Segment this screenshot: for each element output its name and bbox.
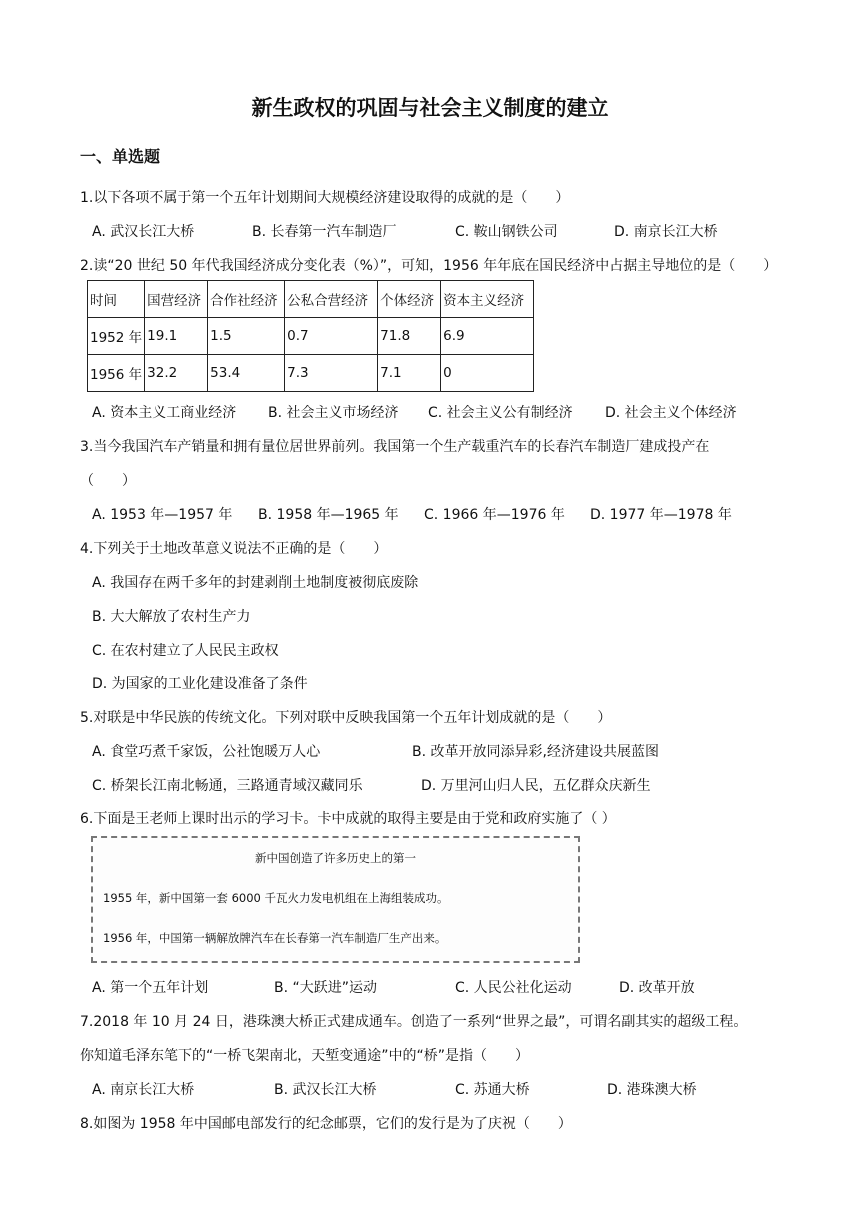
q3-option-a[interactable]: A. 1953 年—1957 年 <box>92 507 233 523</box>
table-cell: 7.3 <box>285 355 378 392</box>
table-row <box>88 318 534 355</box>
question-7-text: 7.2018 年 10 月 24 日，港珠澳大桥正式建成通车。创造了一系列“世界之最”，可谓名副其实的超级工程。 <box>80 1014 748 1030</box>
table-header-cell: 资本主义经济 <box>441 281 534 318</box>
q5-option-b[interactable]: B. 改革开放同添异彩,经济建设共展蓝图 <box>412 744 659 760</box>
table-header-cell: 时间 <box>88 281 145 318</box>
q7-option-b[interactable]: B. 武汉长江大桥 <box>274 1082 377 1098</box>
section-heading: 一、单选题 <box>80 147 161 166</box>
q4-option-c[interactable]: C. 在农村建立了人民民主政权 <box>92 643 279 659</box>
q4-option-a[interactable]: A. 我国存在两千多年的封建剥削土地制度被彻底废除 <box>92 575 419 591</box>
question-3-text: 3.当今我国汽车产销量和拥有量位居世界前列。我国第一个生产载重汽车的长春汽车制造厂建成投产在 <box>80 439 710 455</box>
table-cell: 6.9 <box>441 318 534 355</box>
table-cell: 53.4 <box>208 355 285 392</box>
table-header-cell: 个体经济 <box>378 281 441 318</box>
q2-option-a[interactable]: A. 资本主义工商业经济 <box>92 405 237 421</box>
question-1-text: 1.以下各项不属于第一个五年计划期间大规模经济建设取得的成就的是（ ） <box>80 190 570 206</box>
q5-option-c[interactable]: C. 桥架长江南北畅通，三路通青域汉藏同乐 <box>92 778 363 794</box>
table-cell: 32.2 <box>145 355 208 392</box>
q7-option-c[interactable]: C. 苏通大桥 <box>455 1082 530 1098</box>
q1-option-c[interactable]: C. 鞍山钢铁公司 <box>455 224 558 240</box>
q1-option-b[interactable]: B. 长春第一汽车制造厂 <box>252 224 397 240</box>
q5-option-d[interactable]: D. 万里河山归人民，五亿群众庆新生 <box>421 778 651 794</box>
q2-option-c[interactable]: C. 社会主义公有制经济 <box>428 405 573 421</box>
table-row <box>88 355 534 392</box>
table-header-cell: 公私合营经济 <box>285 281 378 318</box>
q2-option-d[interactable]: D. 社会主义个体经济 <box>605 405 737 421</box>
study-card <box>91 836 580 963</box>
study-card-line-2: 1956 年，中国第一辆解放牌汽车在长春第一汽车制造厂生产出来。 <box>103 931 447 945</box>
q5-option-a[interactable]: A. 食堂巧煮千家饭，公社饱暖万人心 <box>92 744 321 760</box>
q4-option-b[interactable]: B. 大大解放了农村生产力 <box>92 609 251 625</box>
question-3-text-cont: （ ） <box>80 473 136 489</box>
q4-option-d[interactable]: D. 为国家的工业化建设准备了条件 <box>92 676 308 692</box>
table-header-row <box>88 281 534 318</box>
question-7-text-cont: 你知道毛泽东笔下的“一桥飞架南北，天堑变通途”中的“桥”是指（ ） <box>80 1048 530 1064</box>
table-cell: 0 <box>441 355 534 392</box>
q3-option-b[interactable]: B. 1958 年—1965 年 <box>258 507 399 523</box>
q7-option-a[interactable]: A. 南京长江大桥 <box>92 1082 195 1098</box>
q6-option-a[interactable]: A. 第一个五年计划 <box>92 980 209 996</box>
table-cell: 1.5 <box>208 318 285 355</box>
table-cell: 1952 年 <box>88 318 145 355</box>
q1-option-d[interactable]: D. 南京长江大桥 <box>614 224 718 240</box>
page-title: 新生政权的巩固与社会主义制度的建立 <box>251 96 609 120</box>
q7-option-d[interactable]: D. 港珠澳大桥 <box>607 1082 697 1098</box>
question-4-text: 4.下列关于土地改革意义说法不正确的是（ ） <box>80 541 388 557</box>
table-cell: 19.1 <box>145 318 208 355</box>
question-2-text: 2.读“20 世纪 50 年代我国经济成分变化表（%）”，可知，1956 年年底在国民经济中占据主导地位的是（ ） <box>80 258 778 274</box>
table-header-cell: 国营经济 <box>145 281 208 318</box>
question-8-text: 8.如图为 1958 年中国邮电部发行的纪念邮票，它们的发行是为了庆祝（ ） <box>80 1116 572 1132</box>
table-cell: 7.1 <box>378 355 441 392</box>
q1-option-a[interactable]: A. 武汉长江大桥 <box>92 224 195 240</box>
question-6-text: 6.下面是王老师上课时出示的学习卡。卡中成就的取得主要是由于党和政府实施了（ ） <box>80 811 616 827</box>
study-card-line-1: 1955 年，新中国第一套 6000 千瓦火力发电机组在上海组装成功。 <box>103 891 449 905</box>
table-header-cell: 合作社经济 <box>208 281 285 318</box>
q6-option-b[interactable]: B. “大跃进”运动 <box>274 980 378 996</box>
study-card-title: 新中国创造了许多历史上的第一 <box>255 851 416 865</box>
q2-option-b[interactable]: B. 社会主义市场经济 <box>268 405 399 421</box>
q3-option-c[interactable]: C. 1966 年—1976 年 <box>424 507 565 523</box>
q6-option-c[interactable]: C. 人民公社化运动 <box>455 980 572 996</box>
question-5-text: 5.对联是中华民族的传统文化。下列对联中反映我国第一个五年计划成就的是（ ） <box>80 710 612 726</box>
table-cell: 1956 年 <box>88 355 145 392</box>
q6-option-d[interactable]: D. 改革开放 <box>619 980 695 996</box>
table-cell: 71.8 <box>378 318 441 355</box>
q3-option-d[interactable]: D. 1977 年—1978 年 <box>590 507 732 523</box>
table-cell: 0.7 <box>285 318 378 355</box>
economy-table <box>87 280 534 392</box>
